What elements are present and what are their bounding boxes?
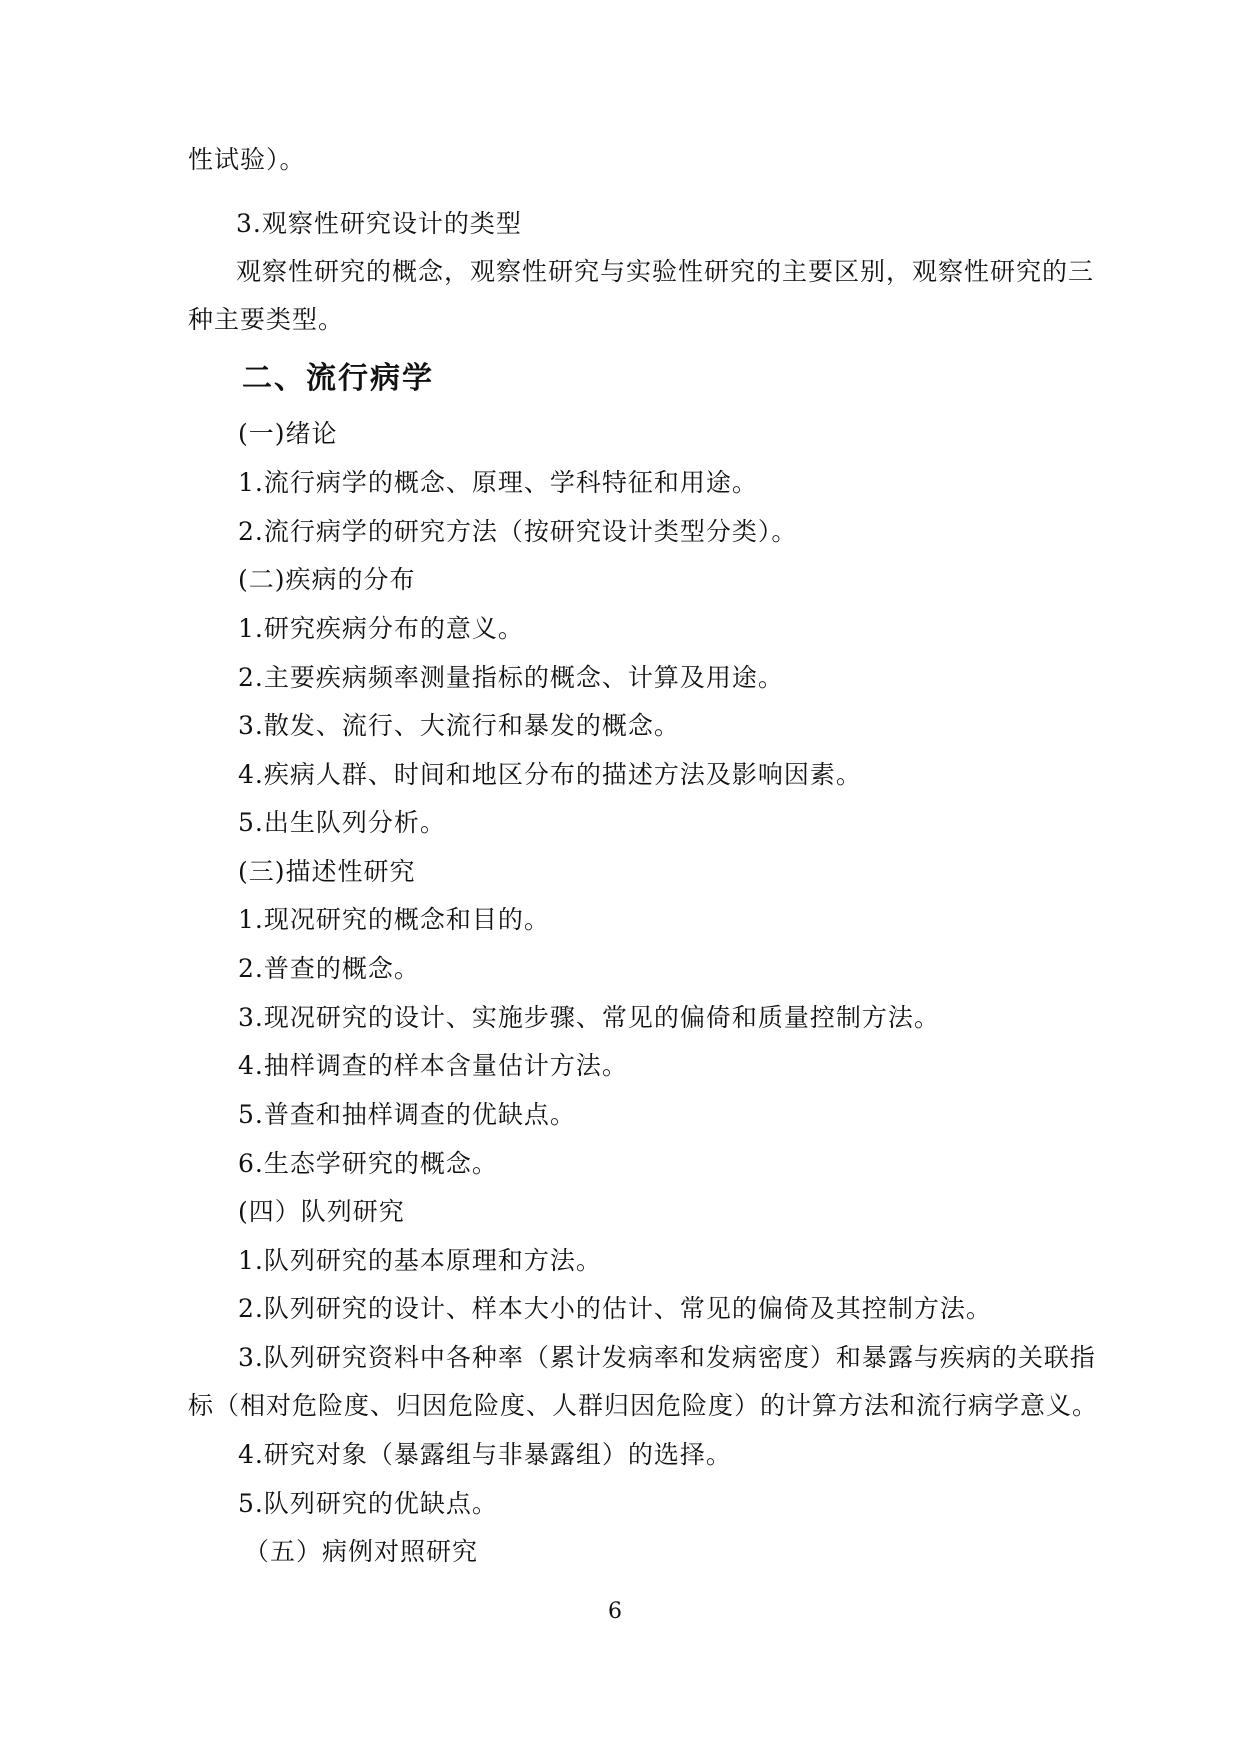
list-item-continuation: 标（相对危险度、归因危险度、人群归因危险度）的计算方法和流行病学意义。 xyxy=(188,1391,1099,1420)
subsection-heading: (一)绪论 xyxy=(238,419,338,448)
page-number: 6 xyxy=(608,1599,622,1624)
subsection-heading: （五）病例对照研究 xyxy=(244,1537,479,1566)
subsection-heading: (二)疾病的分布 xyxy=(238,565,416,594)
list-item: 5.出生队列分析。 xyxy=(238,808,446,837)
list-item: 3.现况研究的设计、实施步骤、常见的偏倚和质量控制方法。 xyxy=(238,1003,940,1032)
list-item: 1.现况研究的概念和目的。 xyxy=(238,905,550,934)
subsection-heading: (四）队列研究 xyxy=(238,1197,405,1226)
list-item: 6.生态学研究的概念。 xyxy=(238,1149,498,1178)
list-item: 5.队列研究的优缺点。 xyxy=(238,1489,498,1518)
list-item: 3.队列研究资料中各种率（累计发病率和发病密度）和暴露与疾病的关联指 xyxy=(238,1343,1096,1372)
list-item: 2.流行病学的研究方法（按研究设计类型分类）。 xyxy=(238,517,798,546)
subsection-heading: (三)描述性研究 xyxy=(238,857,416,886)
list-item: 1.队列研究的基本原理和方法。 xyxy=(238,1246,602,1275)
list-item: 4.研究对象（暴露组与非暴露组）的选择。 xyxy=(238,1440,732,1469)
list-item: 4.抽样调查的样本含量估计方法。 xyxy=(238,1051,628,1080)
paragraph-line: 观察性研究的概念，观察性研究与实验性研究的主要区别，观察性研究的三 xyxy=(236,257,1095,286)
list-item: 3.散发、流行、大流行和暴发的概念。 xyxy=(238,711,680,740)
list-item: 1.研究疾病分布的意义。 xyxy=(238,614,524,643)
list-item: 1.流行病学的概念、原理、学科特征和用途。 xyxy=(238,468,758,497)
text-line: 性试验）。 xyxy=(188,145,306,174)
list-item: 2.队列研究的设计、样本大小的估计、常见的偏倚及其控制方法。 xyxy=(238,1294,992,1323)
paragraph-line: 种主要类型。 xyxy=(188,305,345,334)
chapter-heading: 二、流行病学 xyxy=(242,361,434,396)
list-item: 2.普查的概念。 xyxy=(238,954,420,983)
list-item: 4.疾病人群、时间和地区分布的描述方法及影响因素。 xyxy=(238,760,862,789)
list-item: 2.主要疾病频率测量指标的概念、计算及用途。 xyxy=(238,663,784,692)
section-heading: 3.观察性研究设计的类型 xyxy=(236,209,522,238)
list-item: 5.普查和抽样调查的优缺点。 xyxy=(238,1100,576,1129)
